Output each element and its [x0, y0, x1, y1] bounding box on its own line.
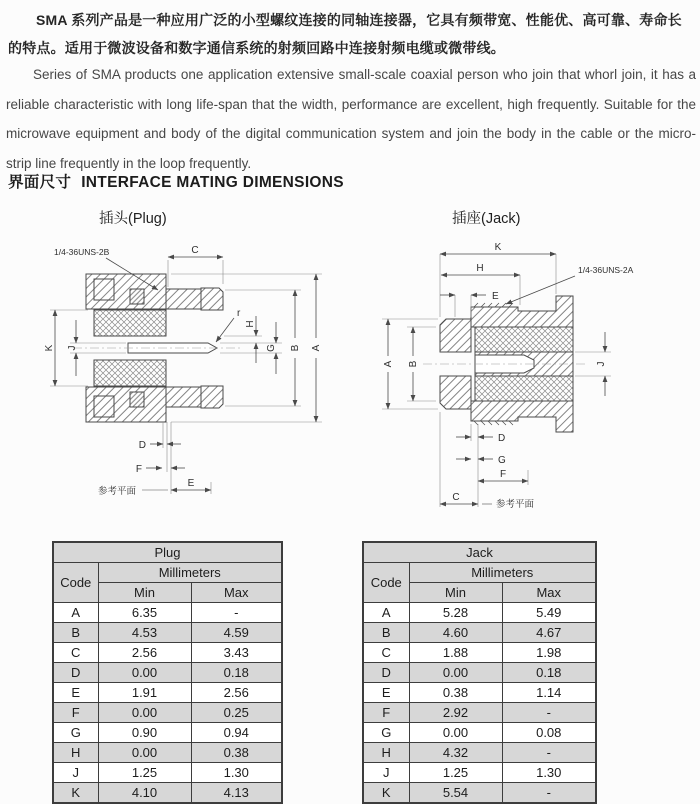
table-row: G 0.00 0.08 — [363, 723, 596, 743]
plug-reference-plane-label: 参考平面 — [98, 486, 137, 497]
plug-dielectric-lower — [94, 360, 166, 386]
plug-thread-label: 1/4-36UNS-2B — [54, 247, 110, 257]
jack-dimensions-table — [362, 541, 597, 804]
jack-table-body — [363, 603, 596, 804]
table-row: A 5.28 5.49 — [363, 603, 596, 623]
plug-table-title: Plug — [53, 542, 282, 563]
section-title — [8, 170, 344, 192]
plug-dim-label-r: r — [237, 308, 241, 319]
plug-dim-label-f: F — [135, 464, 142, 475]
jack-thread-label: 1/4-36UNS-2A — [578, 265, 634, 275]
plug-dim-label-d: D — [138, 440, 146, 451]
jack-dim-label-g: G — [498, 455, 506, 466]
plug-dim-label-g: G — [266, 344, 277, 352]
table-row: F 2.92 - — [363, 703, 596, 723]
jack-dim-label-j: J — [596, 361, 607, 367]
jack-dim-label-k: K — [494, 242, 502, 253]
plug-dim-label-e: E — [187, 478, 195, 489]
jack-diagram-title: 插座(Jack) — [452, 211, 521, 227]
jack-reference-plane-label: 参考平面 — [496, 499, 535, 510]
plug-cross-section-drawing — [28, 232, 363, 522]
plug-dim-label-h: H — [245, 320, 256, 328]
table-row: A 6.35 - — [53, 603, 282, 623]
jack-dim-label-f: F — [499, 469, 507, 480]
table-row: D 0.00 0.18 — [363, 663, 596, 683]
section-title-zh: 界面尺寸 — [8, 174, 72, 191]
jack-table-unit-header: Millimeters — [409, 563, 596, 583]
table-row: B 4.60 4.67 — [363, 623, 596, 643]
jack-table-title: Jack — [363, 542, 596, 563]
table-row: B 4.53 4.59 — [53, 623, 282, 643]
table-row: D 0.00 0.18 — [53, 663, 282, 683]
jack-table-max-header: Max — [502, 583, 596, 603]
jack-dim-label-a: A — [383, 360, 394, 368]
jack-dielectric-lower — [475, 376, 573, 401]
section-title-en: INTERFACE MATING DIMENSIONS — [81, 174, 344, 191]
plug-table-max-header: Max — [191, 583, 282, 603]
table-row: K 4.10 4.13 — [53, 783, 282, 804]
jack-dim-label-h: H — [476, 263, 484, 274]
jack-dielectric-upper — [475, 327, 573, 352]
plug-dim-label-a: A — [311, 344, 322, 352]
table-row: K 5.54 - — [363, 783, 596, 804]
intro-paragraph-chinese: SMA 系列产品是一种应用广泛的小型螺纹连接的同轴连接器，它具有频带宽、性能优、高可靠、寿命长的特点。适用于微波设备和数字通信系统的射频回路中连接射频电缆或微带线。 — [8, 12, 682, 56]
plug-dimensions-table — [52, 541, 283, 804]
plug-table-body — [53, 603, 282, 804]
table-row: C 2.56 3.43 — [53, 643, 282, 663]
table-row: E 1.91 2.56 — [53, 683, 282, 703]
plug-table-code-header: Code — [53, 563, 98, 603]
table-row: C 1.88 1.98 — [363, 643, 596, 663]
table-row: J 1.25 1.30 — [363, 763, 596, 783]
table-row: H 0.00 0.38 — [53, 743, 282, 763]
jack-table-code-header: Code — [363, 563, 409, 603]
plug-dim-label-b: B — [290, 344, 301, 352]
jack-cross-section-drawing — [368, 232, 700, 522]
plug-table-unit-header: Millimeters — [98, 563, 282, 583]
table-row: H 4.32 - — [363, 743, 596, 763]
plug-dim-label-c: C — [191, 245, 199, 256]
jack-dim-label-b: B — [408, 360, 419, 368]
table-row: G 0.90 0.94 — [53, 723, 282, 743]
jack-dim-label-d: D — [498, 433, 506, 444]
jack-dim-label-e: E — [492, 291, 499, 302]
jack-dim-label-c: C — [452, 492, 460, 503]
plug-table-min-header: Min — [98, 583, 191, 603]
jack-table-min-header: Min — [409, 583, 502, 603]
plug-dim-label-j: J — [67, 345, 78, 351]
intro-paragraph-english: Series of SMA products one application extensive small-scale coaxial person who join that whorl join, it has a reliable characteristic with long life-span that the width, performance are excellent, high frequently. Suitable for the microwave equipment and body of the digital communication system and join the body in the cable or the micro-strip line frequently in the loop frequently. — [6, 67, 696, 171]
plug-dielectric-upper — [94, 310, 166, 336]
table-row: J 1.25 1.30 — [53, 763, 282, 783]
table-row: E 0.38 1.14 — [363, 683, 596, 703]
plug-diagram-title: 插头(Plug) — [99, 211, 167, 227]
table-row: F 0.00 0.25 — [53, 703, 282, 723]
plug-dim-label-k: K — [44, 344, 55, 352]
